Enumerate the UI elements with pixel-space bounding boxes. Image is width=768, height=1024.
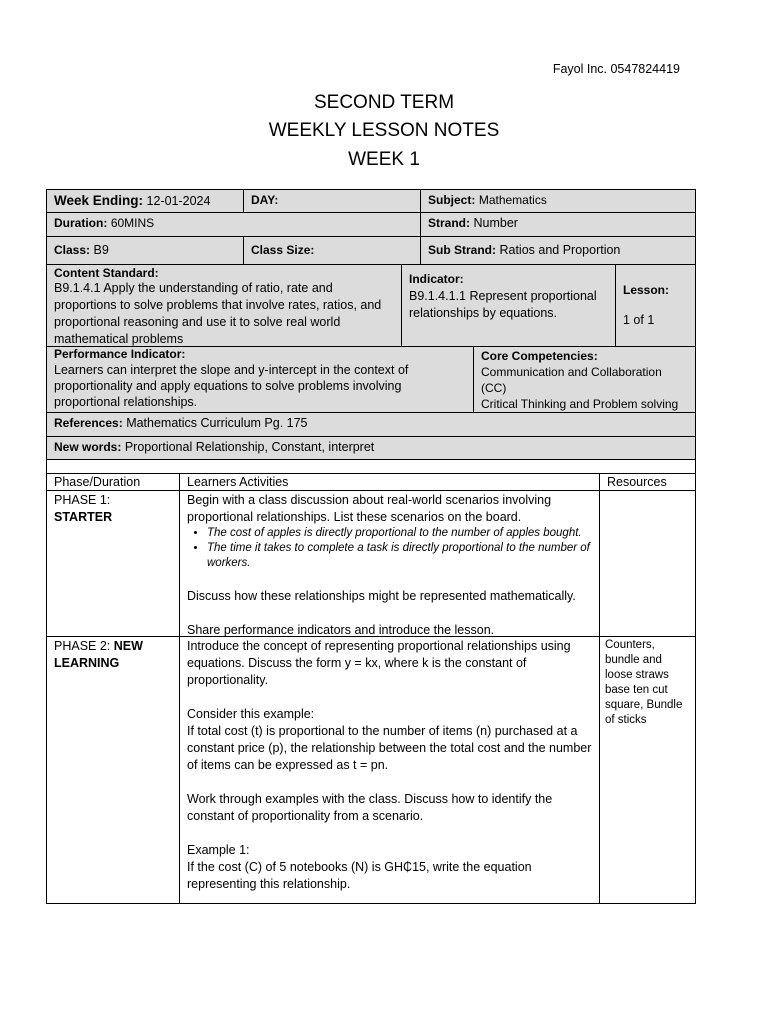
phase1-share: Share performance indicators and introduce the lesson. (187, 623, 495, 637)
example1-text: If the cost (C) of 5 notebooks (N) is GH₵15, write the equation representing this relationship. (187, 860, 532, 891)
core-competencies-cell (473, 346, 696, 413)
header-learners-activities: Learners Activities (179, 473, 600, 491)
phase2-example-heading: Consider this example: (187, 707, 315, 721)
new-words-label: New words: (54, 440, 122, 454)
indicator-value: B9.1.4.1.1 Represent proportional relationships by equations. (409, 289, 597, 320)
class-value: B9 (93, 243, 109, 257)
phase1-label: PHASE 1: (54, 493, 111, 507)
content-standard-value: B9.1.4.1 Apply the understanding of ratio, rate and proportions to solve problems that involve rates, ratios, and proportional reasoning and use it to solve real world mathematical problems (54, 281, 382, 346)
subject-label: Subject: (428, 193, 476, 207)
phase1-scenario-item: • The cost of apples is directly proportional to the number of apples bought. (207, 526, 592, 541)
core-competency-cp: Critical Thinking and Problem solving (481, 397, 679, 411)
performance-indicator-value: Learners can interpret the slope and y-intercept in the context of proportionality and apply equations to solve problems involving proportional relationships. (54, 363, 409, 409)
phase2-name-inline: NEW (113, 639, 143, 653)
lesson-cell (615, 264, 696, 347)
header-resources: Resources (599, 473, 696, 491)
core-competencies-label: Core Competencies: (481, 349, 598, 363)
new-words-cell (46, 436, 696, 460)
duration-label: Duration: (54, 216, 108, 230)
phase2-cell (46, 636, 180, 904)
content-standard-cell (46, 264, 402, 347)
new-words-value: Proportional Relationship, Constant, interpret (124, 440, 375, 454)
sub-strand-value: Ratios and Proportion (499, 243, 621, 257)
phase1-scenario-list (187, 526, 592, 571)
notes-title: WEEKLY LESSON NOTES (268, 120, 500, 141)
strand-value: Number (473, 216, 518, 230)
strand-cell (420, 212, 696, 237)
references-value: Mathematics Curriculum Pg. 175 (126, 416, 308, 430)
phase1-scenario-item: • The time it takes to complete a task is directly proportional to the number of workers. (207, 541, 592, 571)
duration-value: 60MINS (110, 216, 155, 230)
performance-indicator-label: Performance Indicator: (54, 347, 186, 361)
indicator-cell (401, 264, 616, 347)
duration-cell (46, 212, 421, 237)
phase2-label: PHASE 2: (54, 639, 111, 653)
phase1-cell (46, 490, 180, 637)
performance-indicator-cell (46, 346, 474, 413)
phase1-activities-cell (179, 490, 600, 637)
brand-contact: Fayol Inc. 0547824419 (552, 62, 680, 76)
class-cell (46, 236, 244, 265)
content-standard-label: Content Standard: (54, 266, 159, 280)
class-size-label: Class Size: (251, 243, 315, 257)
sub-strand-label: Sub Strand: (428, 243, 496, 257)
phase1-intro: Begin with a class discussion about real-world scenarios involving proportional relationships. List these scenarios on the board. (187, 493, 552, 524)
phase1-name: STARTER (54, 510, 113, 524)
phase2-example-text: If total cost (t) is proportional to the number of items (n) purchased at a constant price (p), the relationship between the total cost and the number of items can be expressed as t = pn. (187, 724, 592, 772)
day-cell (243, 189, 421, 213)
core-competency-cc: Communication and Collaboration (CC) (481, 365, 662, 395)
week-ending-label: Week Ending: (54, 193, 144, 208)
phase2-activities-cell (179, 636, 600, 904)
subject-value: Mathematics (478, 193, 547, 207)
references-label: References: (54, 416, 123, 430)
lesson-value: 1 of 1 (623, 313, 655, 327)
week-ending-cell (46, 189, 244, 213)
phase1-discussion: Discuss how these relationships might be represented mathematically. (187, 589, 576, 603)
day-label: DAY: (251, 193, 279, 207)
lesson-label: Lesson: (623, 283, 670, 297)
phase2-work-through: Work through examples with the class. Discuss how to identify the constant of proportionality from a scenario. (187, 792, 553, 823)
phase2-resources-cell (599, 636, 696, 904)
week-ending-value: 12-01-2024 (146, 194, 211, 208)
header-phase-duration: Phase/Duration (46, 473, 180, 491)
phase2-name-line2: LEARNING (54, 656, 120, 670)
term-title: SECOND TERM (313, 92, 455, 113)
class-size-cell (243, 236, 421, 265)
phase1-resources-cell (599, 490, 696, 637)
phase2-intro: Introduce the concept of representing proportional relationships using equations. Discuss the form y = kx, where k is the constant of proportionality. (187, 639, 571, 687)
phase2-resources: Counters, bundle and loose straws base ten cut square, Bundle of sticks (605, 639, 683, 726)
strand-label: Strand: (428, 216, 470, 230)
references-cell (46, 412, 696, 437)
week-title: WEEK 1 (348, 149, 420, 170)
sub-strand-cell (420, 236, 696, 265)
indicator-label: Indicator: (409, 272, 464, 286)
class-label: Class: (54, 243, 91, 257)
spacer-row (46, 459, 696, 474)
example1-title: Example 1: (187, 843, 250, 857)
subject-cell (420, 189, 696, 213)
